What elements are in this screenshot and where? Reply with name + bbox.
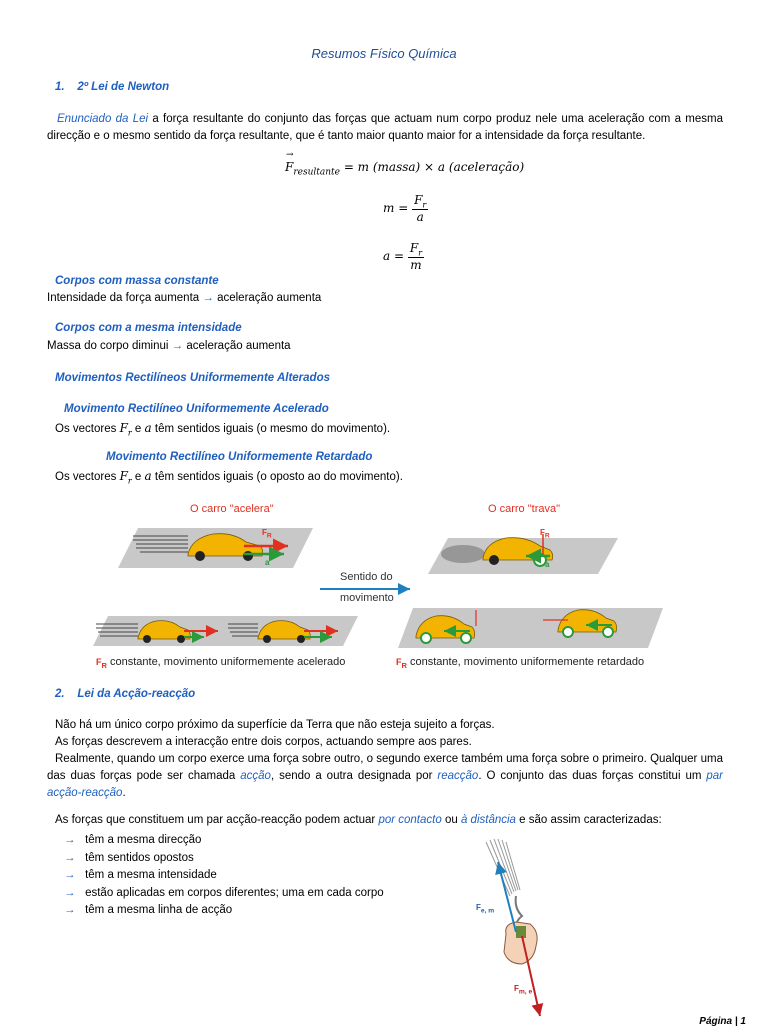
list-item [64, 885, 384, 903]
list-item [64, 902, 384, 920]
caption-right [396, 656, 644, 670]
fr-sub: R [266, 532, 272, 540]
right-arrow-icon: → [64, 904, 76, 917]
page-title: Resumos Físico Química [311, 46, 457, 61]
caption-left [96, 656, 345, 670]
caption-left-fr [96, 657, 107, 670]
page-number: Página | 1 [699, 1016, 746, 1027]
caption-right-fr [396, 657, 407, 670]
retardado-text [55, 469, 403, 485]
formula-mass-fraction [412, 193, 428, 224]
retardado-b: e [134, 471, 142, 483]
mrua-heading: Movimentos Rectilíneos Uniformemente Alterados [55, 372, 330, 384]
right-arrow-icon: → [64, 851, 76, 864]
caption-right-fr-letter: F [396, 657, 402, 667]
force-em-letter: F [476, 903, 481, 912]
mesma-intensidade-a: Massa do corpo diminui [47, 340, 169, 352]
label-trava: O carro "trava" [488, 503, 560, 515]
formula-lhs: F → [285, 150, 294, 174]
p4-b: e são assim caracterizadas: [519, 814, 662, 826]
section-number: 2. [55, 688, 65, 700]
paragraph-4 [55, 814, 662, 826]
caption-left-fr-sub: R [101, 660, 107, 670]
vector-fr-letter: F [119, 469, 128, 483]
p3-a: Realmente, quando um corpo exerce uma força sobre outro, o segundo exerce também uma força sobre o primeiro. Qualquer uma das duas forças pode ser chamada [47, 753, 723, 782]
p4-ou: ou [444, 814, 458, 826]
right-arrow-icon: → [202, 292, 214, 304]
fr-letter: F [262, 528, 267, 537]
list-item [64, 850, 384, 868]
p3-d: . [122, 787, 126, 799]
label-fr-top [262, 528, 272, 540]
label-a-brake: a [545, 560, 550, 569]
section-1-heading [55, 81, 169, 93]
cars-accelerating-bottom [93, 616, 358, 646]
paragraph-2: As forças descrevem a interacção entre dois corpos, actuando sempre aos pares. [55, 736, 472, 748]
formula-accel-num-sub: r [418, 248, 423, 258]
p3-par: par acção-reacção [47, 770, 723, 799]
list-item-text: têm a mesma direcção [85, 834, 202, 846]
formula-mass [383, 193, 428, 224]
vector-fr [119, 421, 132, 438]
label-force-me [514, 984, 532, 996]
acelerado-text [55, 421, 390, 437]
fr-sub: R [544, 532, 550, 540]
spring-icon [486, 839, 520, 896]
vector-fr-letter: F [119, 421, 128, 435]
paragraph-3 [47, 751, 723, 802]
formula-lhs-sub: resultante [293, 167, 340, 178]
force-me-sub: m, e [518, 988, 533, 996]
retardado-heading: Movimento Rectilíneo Uniformemente Retardado [106, 451, 373, 463]
list-item [64, 832, 384, 850]
car-braking-top [428, 534, 618, 574]
list-item-text: têm sentidos opostos [85, 851, 194, 864]
acelerado-b: e [134, 423, 142, 435]
enunciado-paragraph [47, 111, 723, 145]
car-accelerating-top [118, 528, 313, 568]
label-a-top: a [265, 558, 270, 567]
paragraph-1: Não há um único corpo próximo da superfície da Terra que não esteja sujeito a forças. [55, 719, 495, 731]
label-sentido-1: Sentido do [340, 571, 393, 583]
section-title: 2º Lei de Newton [77, 81, 170, 93]
fr-letter: F [540, 528, 545, 537]
p4-contacto: por contacto [378, 814, 442, 826]
section-title: Lei da Acção-reacção [77, 688, 196, 700]
right-arrow-icon: → [64, 869, 76, 882]
right-arrow-icon: → [171, 340, 184, 352]
vector-fr [119, 469, 132, 486]
formula-accel-den: m [410, 258, 422, 273]
formula-mass-den: a [416, 210, 424, 225]
label-fr-brake [540, 528, 550, 540]
massa-constante-b: aceleração aumenta [217, 292, 322, 304]
force-em-sub: e, m [480, 907, 495, 915]
formula-mass-num-sub: r [422, 200, 427, 210]
p4-a: As forças que constituem um par acção-reacção podem actuar [55, 814, 376, 826]
mesma-intensidade-b: aceleração aumenta [186, 340, 291, 352]
formula-force [285, 150, 525, 178]
massa-constante-a: Intensidade da força aumenta [47, 292, 200, 304]
characteristics-list [64, 832, 384, 920]
p3-reaccao: reacção [437, 770, 479, 782]
enunciado-text: a força resultante do conjunto das forças que actuam num corpo produz nele uma aceleração com a mesma direcção e o mesmo sentido da força resultante, que é tanto maior quanto maior for a intensidade da força resultante. [47, 113, 723, 142]
mesma-intensidade-heading: Corpos com a mesma intensidade [55, 322, 242, 334]
p3-accao: acção [240, 770, 271, 782]
label-sentido-2: movimento [340, 592, 394, 604]
massa-constante-text [47, 292, 321, 304]
caption-left-text: constante, movimento uniformemente acelerado [109, 656, 346, 668]
enunciado-label: Enunciado da Lei [57, 113, 149, 125]
mesma-intensidade-text [47, 340, 291, 352]
vector-a: a [144, 421, 152, 435]
p4-distancia: à distância [460, 814, 516, 826]
formula-accel-num: F [409, 241, 419, 255]
acelerado-heading: Movimento Rectilíneo Uniformemente Acelerado [64, 403, 329, 415]
label-acelera: O carro "acelera" [190, 503, 274, 515]
acelerado-a: Os vectores [55, 423, 117, 435]
massa-constante-heading: Corpos com massa constante [55, 275, 219, 287]
retardado-a: Os vectores [55, 471, 117, 483]
right-arrow-icon: → [64, 886, 76, 899]
cars-braking-bottom [398, 608, 663, 648]
retardado-c: têm sentidos iguais (o oposto ao do movimento). [154, 471, 403, 483]
list-item-text: estão aplicadas em corpos diferentes; uma em cada corpo [85, 886, 384, 899]
p3-c: . O conjunto das duas forças constitui um [478, 770, 702, 782]
formula-rhs: = m (massa) × a (aceleração) [343, 160, 525, 174]
caption-right-fr-sub: R [401, 660, 407, 670]
formula-accel [383, 241, 424, 272]
p3-b: , sendo a outra designada por [270, 770, 433, 782]
section-number: 1. [55, 81, 65, 93]
cars-figure [88, 498, 678, 678]
list-item-text: têm a mesma linha de acção [85, 904, 233, 917]
vector-a: a [144, 469, 152, 483]
right-arrow-icon: → [64, 834, 76, 846]
formula-mass-lhs: m = [383, 201, 409, 216]
force-me-letter: F [514, 984, 519, 993]
vector-fr-sub: r [127, 428, 132, 438]
formula-accel-fraction [408, 241, 424, 272]
formula-accel-lhs: a = [383, 249, 405, 264]
acelerado-c: têm sentidos iguais (o mesmo do movimento). [154, 423, 391, 435]
label-force-em [476, 903, 494, 915]
list-item-text: têm a mesma intensidade [85, 869, 217, 882]
formula-mass-num: F [414, 193, 423, 207]
list-item [64, 867, 384, 885]
vector-fr-sub: r [127, 476, 132, 486]
section-2-heading [55, 688, 195, 700]
caption-right-text: constante, movimento uniformemente retardado [409, 656, 645, 668]
caption-left-fr-letter: F [96, 657, 102, 667]
